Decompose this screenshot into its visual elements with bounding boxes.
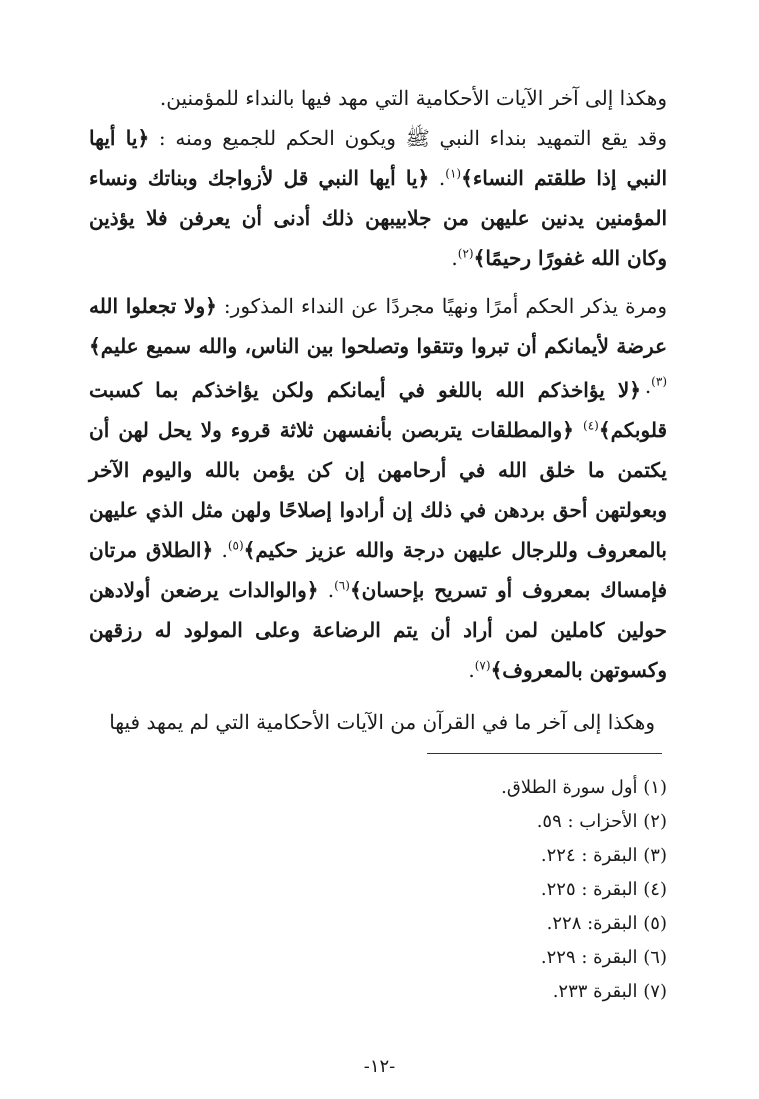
footnote-5: (٥) البقرة: ٢٢٨. [546,913,667,934]
footnote-6: (٦) البقرة : ٢٢٩. [540,947,667,968]
separator: . [429,166,446,190]
quran-verse-5: ﴿والمطلقات يتربصن بأنفسهن ثلاثة قروء ولا يحل لهن أن يكتمن ما خلق الله في أرحامهن إن كن يؤمن بالله واليوم الآخر وبعولتهن أحق بردهن في ذلك إن أرادوا إصلاحًا ولهن مثل الذي عليهن بالمعروف وللرجال عليهن درجة والله عزيز حكيم﴾ [89,418,667,562]
footnote-1: (١) أول سورة الطلاق. [501,777,667,798]
paragraph-2-intro: وقد يقع التمهيد بنداء النبي ﷺ ويكون الحكم للجميع ومنه : [149,126,667,150]
footnote-divider [427,753,662,754]
quran-verse-3: ﴿ولا تجعلوا الله عرضة لأيمانكم أن تبروا وتتقوا وتصلحوا بين الناس، والله سميع عليم﴾ [89,294,667,358]
paragraph-2 [89,118,667,278]
footnote-4: (٤) البقرة : ٢٢٥. [540,879,667,900]
footnote-ref-3: (٣) [651,374,667,389]
paragraph-1-text: وهكذا إلى آخر الآيات الأحكامية التي مهد فيها بالنداء للمؤمنين. [159,86,667,110]
end-mark: . [644,374,652,398]
footnote-ref-5: (٥) [227,538,244,553]
footnote-ref-1: (١) [445,166,462,181]
paragraph-5 [89,702,667,742]
end-mark: . [468,658,475,682]
paragraph-5-text: وهكذا إلى آخر ما في القرآن من الآيات الأحكامية التي لم يمهد فيها [109,710,655,734]
footnote-2: (٢) الأحزاب : ٥٩. [536,811,667,832]
footnote-7: (٧) البقرة ٢٣٣. [552,981,667,1002]
paragraph-3-intro: ومرة يذكر الحكم أمرًا ونهيًا مجردًا عن النداء المذكور: [216,294,667,318]
quran-verse-1: ﴿يا أيها النبي إذا طلقتم النساء﴾ [89,126,668,190]
quran-verse-7: ﴿والوالدات يرضعن أولادهن حولين كاملين لمن أراد أن يتم الرضاعة وعلى المولود له رزقهن وكسوتهن بالمعروف﴾ [89,578,667,682]
footnote-ref-6: (٦) [334,578,350,593]
quran-verse-4: ﴿لا يؤاخذكم الله باللغو في أيمانكم ولكن يؤاخذكم بما كسبت قلوبكم﴾ [89,378,667,442]
end-mark: . [451,246,458,270]
separator: . [213,538,228,562]
footnote-ref-2: (٢) [457,246,474,261]
footnote-ref-7: (٧) [474,658,491,673]
paragraph-4 [89,370,667,690]
footnote-ref-4: (٤) [583,418,599,433]
paragraph-1 [89,78,667,118]
separator: . [318,578,335,602]
quran-verse-2: ﴿يا أيها النبي قل لأزواجك وبناتك ونساء المؤمنين يدنين عليهن من جلابيبهن ذلك أدنى أن يعرفن فلا يؤذين وكان الله غفورًا رحيمًا﴾ [89,166,667,270]
quran-verse-6: ﴿الطلاق مرتان فإمساك بمعروف أو تسريح بإحسان﴾ [89,538,668,602]
footnote-3: (٣) البقرة : ٢٢٤. [540,845,667,866]
page-number: -١٢- [363,1056,396,1077]
